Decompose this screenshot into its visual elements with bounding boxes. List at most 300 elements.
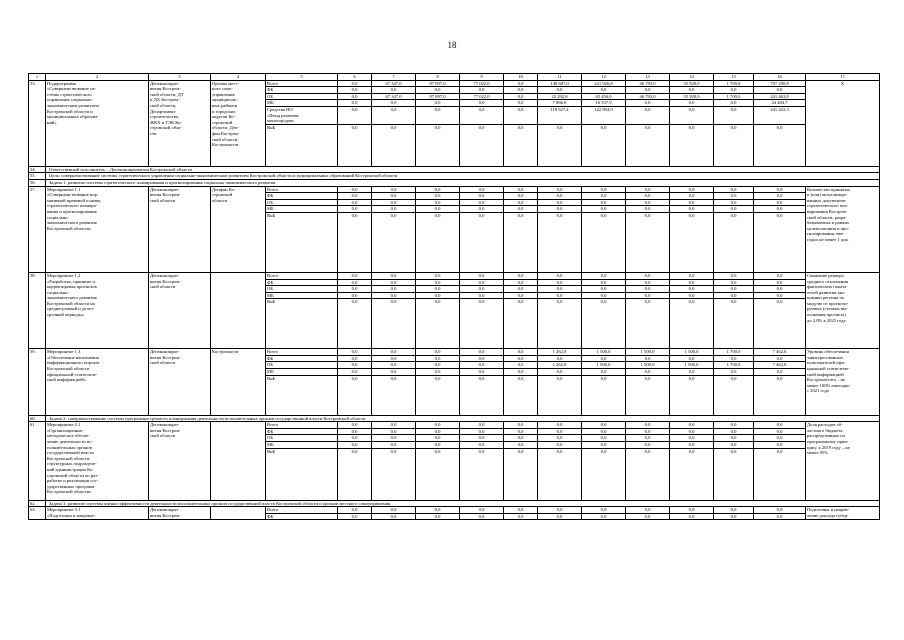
amount-cell: 0,0 [504, 206, 538, 213]
amount-cell: 0,0 [582, 279, 626, 286]
amount-cell: 0,0 [626, 272, 670, 279]
amount-cell: 0,0 [504, 448, 538, 500]
responsible-executor: Депэкономраз- вития Костром- ской области [149, 422, 211, 500]
amount-cell: 0,0 [372, 375, 416, 415]
amount-cell: 0,0 [754, 507, 806, 514]
amount-cell: 0,0 [460, 375, 504, 415]
amount-cell: 0,0 [626, 292, 670, 299]
amount-cell: 1 700,0 [714, 362, 754, 369]
amount-cell: 0,0 [372, 292, 416, 299]
amount-cell: 0,0 [714, 199, 754, 206]
amount-cell: 0,0 [670, 100, 714, 107]
amount-cell: 87 897,0 [416, 93, 460, 100]
amount-cell: 0,0 [460, 272, 504, 279]
amount-cell: 0,0 [714, 272, 754, 279]
amount-cell: 0,0 [538, 199, 582, 206]
amount-cell: 0,0 [670, 206, 714, 213]
amount-cell: 1 500,0 [626, 362, 670, 369]
amount-cell: 0,0 [416, 448, 460, 500]
funding-source: ФБ [266, 428, 338, 435]
amount-cell: 0,0 [416, 507, 460, 514]
funding-source: Всего [266, 422, 338, 429]
amount-cell: 0,0 [460, 299, 504, 349]
funding-source: ВнБ [266, 124, 338, 166]
funding-source: ФБ [266, 513, 338, 520]
table-row [29, 80, 880, 87]
amount-cell: 0,0 [416, 279, 460, 286]
amount-cell: 1 700,0 [714, 349, 754, 356]
amount-cell: 0,0 [504, 106, 538, 124]
amount-cell: 0,0 [670, 272, 714, 279]
amount-cell: 0,0 [582, 193, 626, 200]
amount-cell: 0,0 [416, 355, 460, 362]
section-text: Задача 1: развитие системы стратегического планирования и прогнозирования социально-экономического развития [46, 179, 880, 186]
section-text: Цель: совершенствование системы стратегического управления социально-экономическим развитием Костромской области и муниципальных образований Костромской области [46, 173, 880, 180]
amount-cell: 0,0 [416, 124, 460, 166]
column-header: 7 [372, 74, 416, 81]
amount-cell: 0,0 [754, 279, 806, 286]
amount-cell: 122 894,9 [582, 106, 626, 124]
amount-cell: 707 290,8 [754, 80, 806, 87]
amount-cell: 0,0 [372, 193, 416, 200]
amount-cell: 0,0 [582, 124, 626, 166]
amount-cell: 0,0 [338, 87, 372, 94]
amount-cell: 0,0 [582, 435, 626, 442]
amount-cell: 0,0 [460, 206, 504, 213]
amount-cell: 0,0 [626, 507, 670, 514]
amount-cell: 0,0 [754, 186, 806, 193]
expected-result: Подготовка и направ- ление доклада губер- [806, 507, 880, 520]
amount-cell: 0,0 [754, 299, 806, 349]
amount-cell: 0,0 [372, 442, 416, 449]
amount-cell: 0,0 [582, 448, 626, 500]
amount-cell: 0,0 [504, 422, 538, 429]
amount-cell: 0,0 [416, 422, 460, 429]
amount-cell: 0,0 [754, 355, 806, 362]
amount-cell: 0,0 [460, 355, 504, 362]
column-header: 9 [460, 74, 504, 81]
amount-cell: 0,0 [670, 428, 714, 435]
amount-cell: 0,0 [460, 507, 504, 514]
amount-cell: 0,0 [754, 422, 806, 429]
co-executor: Депфин Ко- стромской области [211, 186, 266, 272]
measure-name: Мероприятие 1.1 «Совершенствование нор- мативной правовой основы стратегического планиро- вания и прогнозирования социально- экономического развития Костромской области» [46, 186, 149, 272]
amount-cell: 0,0 [416, 212, 460, 272]
amount-cell: 0,0 [416, 375, 460, 415]
funding-source: ОБ [266, 199, 338, 206]
amount-cell: 0,0 [372, 362, 416, 369]
column-header: 6 [338, 74, 372, 81]
expected-result: Х [806, 80, 880, 166]
amount-cell: 0,0 [626, 369, 670, 376]
amount-cell: 0,0 [538, 369, 582, 376]
amount-cell: 0,0 [416, 106, 460, 124]
amount-cell: 0,0 [538, 212, 582, 272]
amount-cell: 0,0 [582, 299, 626, 349]
amount-cell: 0,0 [714, 428, 754, 435]
table-row [29, 507, 880, 514]
amount-cell: 22 292,8 [538, 93, 582, 100]
amount-cell: 7 462,8 [754, 349, 806, 356]
amount-cell: 0,0 [460, 448, 504, 500]
funding-source: ВнБ [266, 375, 338, 415]
amount-cell: 0,0 [538, 435, 582, 442]
amount-cell: 0,0 [670, 292, 714, 299]
funding-source: ВнБ [266, 448, 338, 500]
co-executor [211, 272, 266, 348]
amount-cell: 0,0 [754, 513, 806, 520]
amount-cell: 0,0 [372, 100, 416, 107]
amount-cell: 0,0 [538, 422, 582, 429]
funding-source: Всего [266, 349, 338, 356]
amount-cell: 0,0 [372, 206, 416, 213]
amount-cell: 0,0 [416, 362, 460, 369]
column-header: 17 [806, 74, 880, 81]
funding-source: ОБ [266, 286, 338, 293]
table-row [29, 272, 880, 279]
amount-cell: 0,0 [460, 124, 504, 166]
amount-cell: 0,0 [670, 375, 714, 415]
amount-cell: 0,0 [538, 299, 582, 349]
amount-cell: 0,0 [460, 442, 504, 449]
amount-cell: 0,0 [338, 299, 372, 349]
amount-cell: 0,0 [754, 212, 806, 272]
amount-cell: 0,0 [538, 186, 582, 193]
section-row [29, 166, 880, 173]
amount-cell: 0,0 [504, 100, 538, 107]
amount-cell: 0,0 [626, 448, 670, 500]
amount-cell: 0,0 [460, 87, 504, 94]
amount-cell: 0,0 [504, 199, 538, 206]
amount-cell: 0,0 [714, 292, 754, 299]
amount-cell: 1 500,0 [582, 362, 626, 369]
amount-cell: 1 700,0 [714, 80, 754, 87]
amount-cell: 0,0 [416, 369, 460, 376]
amount-cell: 0,0 [626, 124, 670, 166]
amount-cell: 0,0 [626, 279, 670, 286]
amount-cell: 0,0 [670, 87, 714, 94]
amount-cell: 0,0 [416, 87, 460, 94]
amount-cell: 0,0 [670, 369, 714, 376]
amount-cell: 0,0 [582, 507, 626, 514]
row-number: 63. [29, 507, 46, 520]
amount-cell: 67 347,0 [372, 93, 416, 100]
amount-cell: 0,0 [460, 193, 504, 200]
row-number: 53. [29, 80, 46, 166]
responsible-executor: Депэкономраз- вития Костром- ской области [149, 186, 211, 272]
amount-cell: 0,0 [626, 106, 670, 124]
amount-cell: 0,0 [714, 369, 754, 376]
amount-cell: 0,0 [626, 435, 670, 442]
amount-cell: 118 527,4 [538, 106, 582, 124]
amount-cell: 0,0 [538, 124, 582, 166]
amount-cell: 0,0 [372, 299, 416, 349]
amount-cell: 0,0 [714, 513, 754, 520]
amount-cell: 0,0 [538, 206, 582, 213]
amount-cell: 0,0 [338, 362, 372, 369]
amount-cell: 0,0 [416, 442, 460, 449]
page-number: 18 [447, 40, 457, 50]
amount-cell: 0,0 [754, 286, 806, 293]
amount-cell: 0,0 [504, 369, 538, 376]
amount-cell: 0,0 [582, 428, 626, 435]
column-header: 14 [670, 74, 714, 81]
amount-cell: 0,0 [714, 442, 754, 449]
expected-result: Снижение размера среднего отклонения фактических показа- телей развития эко- номики региона по модулю от прогнози- руемых (степень вы- полнения прогноза) до 2,0% к 2025 году [806, 272, 880, 348]
column-header: 2 [46, 74, 149, 81]
row-number: 62. [29, 500, 46, 507]
amount-cell: 0,0 [416, 428, 460, 435]
amount-cell: 0,0 [338, 369, 372, 376]
amount-cell: 0,0 [582, 375, 626, 415]
amount-cell: 1 500,0 [670, 349, 714, 356]
amount-cell: 0,0 [626, 206, 670, 213]
amount-cell: 0,0 [338, 124, 372, 166]
responsible-executor: Депэкономраз- вития Костром- ской области, ДТ и ДХ Костром- ской области, Департамент строительства, ЖКХ и ТЭК Ко- стромской обла- сти [149, 80, 211, 166]
amount-cell: 0,0 [670, 212, 714, 272]
amount-cell: 441 463,8 [754, 93, 806, 100]
co-executor [211, 507, 266, 520]
column-header: 5 [266, 74, 338, 81]
amount-cell: 0,0 [538, 355, 582, 362]
amount-cell: 0,0 [714, 279, 754, 286]
amount-cell: 0,0 [372, 422, 416, 429]
column-header: 11 [538, 74, 582, 81]
amount-cell: 0,0 [754, 375, 806, 415]
header-row [29, 74, 880, 81]
amount-cell: 1 262,8 [538, 349, 582, 356]
amount-cell: 0,0 [626, 193, 670, 200]
amount-cell: 0,0 [504, 299, 538, 349]
amount-cell: 0,0 [504, 355, 538, 362]
amount-cell: 0,0 [754, 193, 806, 200]
amount-cell: 0,0 [338, 93, 372, 100]
amount-cell: 0,0 [582, 442, 626, 449]
amount-cell: 0,0 [416, 272, 460, 279]
amount-cell: 46 783,0 [626, 80, 670, 87]
amount-cell: 0,0 [582, 186, 626, 193]
responsible-executor: Депэкономраз- вития Костром- ской области [149, 349, 211, 415]
amount-cell: 0,0 [460, 186, 504, 193]
expected-result: Доля расходов об- ластного бюджета, распределенных по программному прин- ципу, к 2019 году – не менее 95% [806, 422, 880, 500]
amount-cell: 0,0 [372, 124, 416, 166]
amount-cell: 0,0 [338, 199, 372, 206]
amount-cell: 0,0 [714, 448, 754, 500]
amount-cell: 0,0 [714, 355, 754, 362]
table-row [29, 422, 880, 429]
amount-cell: 1 500,0 [626, 349, 670, 356]
amount-cell: 0,0 [626, 513, 670, 520]
amount-cell: 77 022,0 [460, 93, 504, 100]
row-number: 60. [29, 415, 46, 422]
section-row [29, 415, 880, 422]
amount-cell: 0,0 [372, 448, 416, 500]
amount-cell: 0,0 [670, 186, 714, 193]
funding-source: ФБ [266, 193, 338, 200]
amount-cell: 0,0 [504, 507, 538, 514]
amount-cell: 0,0 [626, 428, 670, 435]
amount-cell: 0,0 [538, 87, 582, 94]
funding-source: ОБ [266, 93, 338, 100]
column-header: 4 [211, 74, 266, 81]
amount-cell: 0,0 [504, 292, 538, 299]
amount-cell: 0,0 [372, 272, 416, 279]
amount-cell: 0,0 [670, 279, 714, 286]
table-row [29, 349, 880, 356]
amount-cell: 0,0 [754, 448, 806, 500]
measure-name: Мероприятие 1.3 «Обеспечение наполнения информационного портала Костромской области официальной статистиче- ской информацией» [46, 349, 149, 415]
amount-cell: 0,0 [670, 442, 714, 449]
amount-cell: 0,0 [372, 513, 416, 520]
amount-cell: 0,0 [670, 106, 714, 124]
amount-cell: 67 347,0 [372, 80, 416, 87]
amount-cell: 0,0 [460, 279, 504, 286]
section-row [29, 173, 880, 180]
amount-cell: 55 928,0 [670, 93, 714, 100]
amount-cell: 0,0 [670, 199, 714, 206]
amount-cell: 0,0 [582, 513, 626, 520]
amount-cell: 55 928,0 [670, 80, 714, 87]
amount-cell: 0,0 [338, 355, 372, 362]
expected-result: Уровень обеспечения заинтересованных пользователей офи- циальной статистиче- ской информацией Костромастата – не менее 100% ежегодно с 2021 года [806, 349, 880, 415]
amount-cell: 0,0 [338, 100, 372, 107]
amount-cell: 0,0 [504, 375, 538, 415]
amount-cell: 0,0 [460, 513, 504, 520]
amount-cell: 0,0 [754, 124, 806, 166]
funding-source: ФБ [266, 279, 338, 286]
amount-cell: 0,0 [504, 93, 538, 100]
amount-cell: 0,0 [754, 206, 806, 213]
amount-cell: 0,0 [460, 428, 504, 435]
amount-cell: 0,0 [714, 124, 754, 166]
row-number: 59. [29, 349, 46, 415]
table-row [29, 186, 880, 193]
amount-cell: 0,0 [372, 186, 416, 193]
expected-result: Количество принятых и (или) актуализиро- ванных документов стратегического пла- нирования Костром- ской области, разра- батываемых в рамках целеполагания и про- гнозирования, еже- годно не менее 1 доя. [806, 186, 880, 272]
amount-cell: 0,0 [504, 80, 538, 87]
column-header: 3 [149, 74, 211, 81]
amount-cell: 7 866,8 [538, 100, 582, 107]
amount-cell: 221 926,8 [582, 80, 626, 87]
amount-cell: 0,0 [582, 286, 626, 293]
section-text: Задача 3: развитие системы оценки эффективности деятельности исполнительных органов государственной власти Костромской области и органов местного самоуправления [46, 500, 880, 507]
amount-cell: 0,0 [714, 106, 754, 124]
amount-cell: 0,0 [416, 193, 460, 200]
amount-cell: 0,0 [670, 299, 714, 349]
amount-cell: 0,0 [460, 212, 504, 272]
row-number: 61. [29, 422, 46, 500]
amount-cell: 0,0 [338, 106, 372, 124]
amount-cell: 0,0 [504, 362, 538, 369]
amount-cell: 0,0 [626, 422, 670, 429]
amount-cell: 0,0 [754, 272, 806, 279]
amount-cell: 1 500,0 [582, 349, 626, 356]
amount-cell: 0,0 [670, 124, 714, 166]
amount-cell: 1 500,0 [670, 362, 714, 369]
column-header: 12 [582, 74, 626, 81]
amount-cell: 0,0 [338, 279, 372, 286]
funding-source: Всего [266, 186, 338, 193]
amount-cell: 0,0 [504, 286, 538, 293]
amount-cell: 0,0 [714, 100, 754, 107]
amount-cell: 1 700,0 [714, 93, 754, 100]
amount-cell: 0,0 [714, 422, 754, 429]
section-text: Задача 2: совершенствование системы программно-целевого планирования деятельности исполнительных органов государственной власти Костромской области [46, 415, 880, 422]
column-header: 8 [416, 74, 460, 81]
amount-cell: 0,0 [582, 212, 626, 272]
amount-cell: 0,0 [582, 206, 626, 213]
amount-cell: 0,0 [626, 199, 670, 206]
column-header: 1 [29, 74, 46, 81]
column-header: 16 [754, 74, 806, 81]
amount-cell: 0,0 [504, 212, 538, 272]
amount-cell: 0,0 [538, 279, 582, 286]
amount-cell: 0,0 [582, 87, 626, 94]
amount-cell: 46 783,0 [626, 93, 670, 100]
amount-cell: 0,0 [338, 513, 372, 520]
amount-cell: 0,0 [460, 349, 504, 356]
amount-cell: 0,0 [460, 362, 504, 369]
amount-cell: 0,0 [626, 212, 670, 272]
funding-source: ОБ [266, 435, 338, 442]
amount-cell: 241 422,3 [754, 106, 806, 124]
funding-source: ОБ [266, 362, 338, 369]
funding-source: Всего [266, 507, 338, 514]
amount-cell: 0,0 [504, 435, 538, 442]
measure-name: Мероприятие 1.2 «Разработка, принятие и корректировка прогнозов социально- экономического развития Костромской области на среднесрочный и долго- срочный периоды» [46, 272, 149, 348]
amount-cell: 0,0 [670, 355, 714, 362]
amount-cell: 0,0 [538, 428, 582, 435]
program-table [28, 73, 880, 520]
amount-cell: 0,0 [504, 279, 538, 286]
amount-cell: 0,0 [538, 286, 582, 293]
amount-cell: 0,0 [372, 212, 416, 272]
funding-source: Всего [266, 272, 338, 279]
column-header: 13 [626, 74, 670, 81]
amount-cell: 0,0 [338, 186, 372, 193]
amount-cell: 0,0 [504, 513, 538, 520]
section-row [29, 179, 880, 186]
amount-cell: 87 897,0 [416, 80, 460, 87]
amount-cell: 0,0 [626, 299, 670, 349]
amount-cell: 0,0 [582, 292, 626, 299]
amount-cell: 0,0 [626, 355, 670, 362]
funding-source: МБ [266, 100, 338, 107]
column-header: 15 [714, 74, 754, 81]
amount-cell: 0,0 [670, 448, 714, 500]
amount-cell: 0,0 [626, 375, 670, 415]
amount-cell: 0,0 [372, 369, 416, 376]
amount-cell: 0,0 [714, 435, 754, 442]
amount-cell: 0,0 [504, 124, 538, 166]
amount-cell: 0,0 [670, 513, 714, 520]
amount-cell: 0,0 [538, 375, 582, 415]
amount-cell: 0,0 [670, 507, 714, 514]
funding-source: МБ [266, 292, 338, 299]
amount-cell: 0,0 [338, 349, 372, 356]
amount-cell: 0,0 [714, 193, 754, 200]
amount-cell: 0,0 [338, 292, 372, 299]
row-number: 55. [29, 173, 46, 180]
row-number: 54. [29, 166, 46, 173]
responsible-executor: Депэкономраз- вития Костром- ской области [149, 272, 211, 348]
responsible-executor: Депэкономраз- вития Костром- [149, 507, 211, 520]
amount-cell: 0,0 [372, 279, 416, 286]
amount-cell: 0,0 [460, 435, 504, 442]
amount-cell: 0,0 [714, 206, 754, 213]
amount-cell: 0,0 [372, 106, 416, 124]
amount-cell: 0,0 [416, 299, 460, 349]
